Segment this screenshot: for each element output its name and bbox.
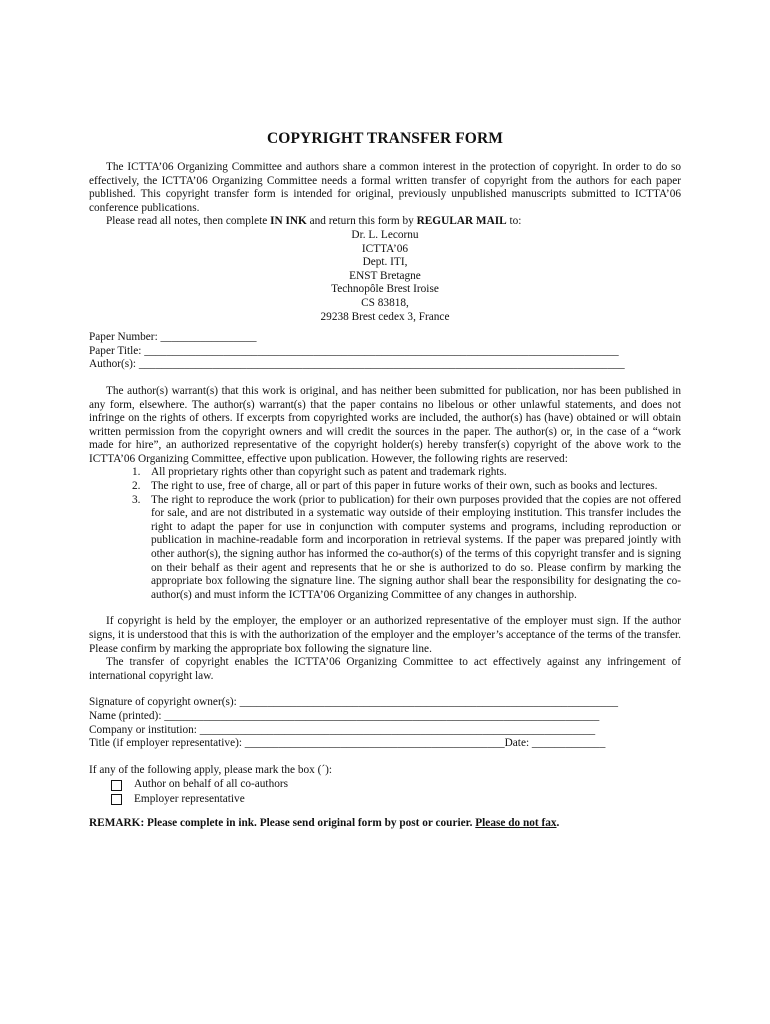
checkbox[interactable] [111, 794, 122, 805]
warranty-paragraph: The author(s) warrant(s) that this work is original, and has neither been submitted for publication, nor has been published in any form, elsewhere. The author(s) warrant(s) that the paper contains no libelous or other unlawful statements, and does not infringe on the rights of others. If excerpts from copyrighted works are included, the author(s) has (have) obtained or will obtain written permission from the copyright owners and will credit the sources in the paper. The author(s) or, in the case of a “work made for hire”, an authorized representative of the copyright holder(s) hereby transfer(s) copyright of the above work to the ICTTA’06 Organizing Committee, effective upon publication. However, the following rights are reserved: [89, 384, 681, 465]
address-line: Dr. L. Lecornu [351, 228, 419, 241]
option-author-on-behalf[interactable] [89, 778, 681, 792]
instructions-line [89, 215, 681, 229]
list-number: 3. [132, 493, 141, 506]
signature-block [89, 696, 681, 750]
remark-line [89, 817, 681, 831]
form-title: COPYRIGHT TRANSFER FORM [267, 130, 503, 147]
mailing-address [89, 229, 681, 324]
company-field[interactable]: Company or institution: ______________________________________________________________________ [89, 723, 596, 736]
checkbox-prompt: If any of the following apply, please mark the box (´): [89, 763, 333, 776]
paper-number-field[interactable]: Paper Number: _________________ [89, 331, 257, 344]
list-item [89, 494, 681, 603]
authors-field[interactable]: Author(s): ______________________________________________________________________________________ [89, 358, 625, 371]
title-date-field[interactable]: Title (if employer representative): ______________________________________________Date: _____________ [89, 737, 606, 750]
option-employer-representative[interactable] [89, 793, 681, 807]
reserved-rights-list [89, 466, 681, 602]
list-item [89, 480, 681, 494]
option-label: Employer representative [134, 792, 245, 805]
list-text: The right to reproduce the work (prior to publication) for their own purposes provided that the copies are not offered for sale, and are not distributed in a systematic way outside of their employing institution. This transfer includes the right to adapt the paper for use in conjunction with computer systems and programs, including reproduction or publication in machine-readable form and incorporation in retrieval systems. If the paper was prepared jointly with other author(s), the signing author has informed the co-author(s) of the terms of this copyright transfer and is signing on their behalf as their agent and represents that he or she is authorized to do so. Please confirm by marking the appropriate box following the signature line. The signing author shall bear the responsibility for designating the co-author(s) and must inform the ICTTA’06 Organizing Committee of any changes in authorship. [151, 493, 681, 601]
address-line: 29238 Brest cedex 3, France [320, 310, 450, 323]
address-line: ENST Bretagne [349, 269, 421, 282]
remark-end: . [556, 816, 560, 829]
paper-fields [89, 331, 681, 372]
signature-owner-field[interactable]: Signature of copyright owner(s): ___________________________________________________________________ [89, 696, 619, 709]
address-line: CS 83818, [361, 296, 409, 309]
paper-title-field[interactable]: Paper Title: ____________________________________________________________________________________ [89, 344, 619, 357]
list-text: All proprietary rights other than copyright such as patent and trademark rights. [151, 466, 507, 479]
option-label: Author on behalf of all co-authors [134, 778, 289, 791]
list-number: 1. [132, 466, 141, 479]
address-line: Technopôle Brest Iroise [331, 283, 439, 296]
instructions-mid: and return this form by [306, 215, 417, 228]
instructions-regular-mail: REGULAR MAIL [416, 215, 507, 228]
list-number: 2. [132, 480, 141, 493]
list-item [89, 466, 681, 480]
printed-name-field[interactable]: Name (printed): _____________________________________________________________________________ [89, 709, 600, 722]
instructions-in-ink: IN INK [270, 215, 307, 228]
enables-paragraph: The transfer of copyright enables the ICTTA’06 Organizing Committee to act effectively against any infringement of international copyright law. [89, 656, 681, 682]
employer-paragraph: If copyright is held by the employer, the employer or an authorized representative of the employer must sign. If the author signs, it is understood that this is with the authorization of the employer and the employer’s acceptance of the terms of the transfer. Please confirm by marking the appropriate box following the signature line. [89, 615, 681, 655]
checkbox[interactable] [111, 780, 122, 791]
address-line: Dept. ITI, [362, 256, 408, 269]
address-line: ICTTA’06 [361, 242, 409, 255]
list-text: The right to use, free of charge, all or part of this paper in future works of their own, such as books and lectures. [151, 480, 658, 493]
intro-paragraph: The ICTTA’06 Organizing Committee and authors share a common interest in the protection of copyright. In order to do so effectively, the ICTTA’06 Organizing Committee needs a formal written transfer of copyright from the authors for each paper published. This copyright transfer form is intended for original, previously unpublished manuscripts submitted to ICTTA’06 conference publications. [89, 161, 681, 214]
remark-main: REMARK: Please complete in ink. Please send original form by post or courier. [89, 816, 476, 829]
instructions-pre: Please read all notes, then complete [106, 215, 271, 228]
form-content [89, 130, 681, 830]
instructions-post: to: [506, 215, 522, 228]
remark-no-fax: Please do not fax [475, 816, 557, 829]
